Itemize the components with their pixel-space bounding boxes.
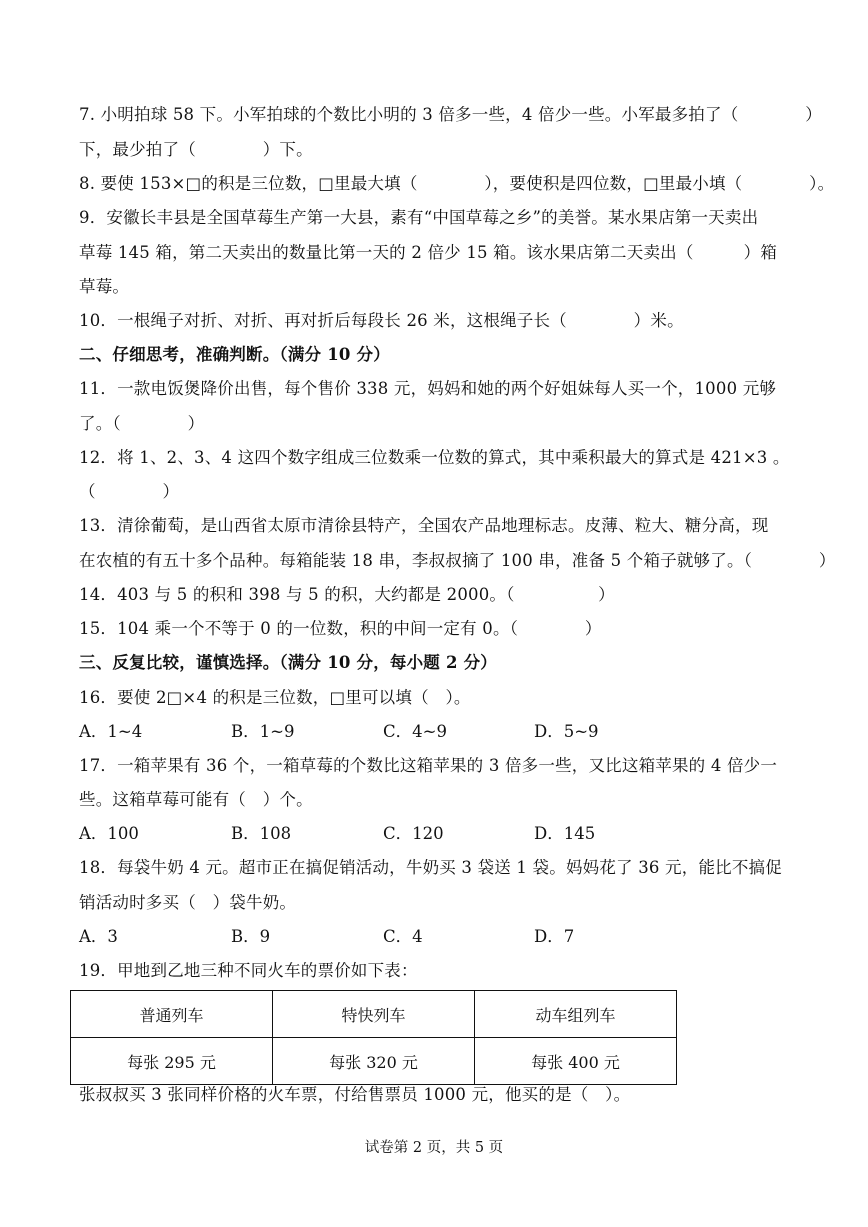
question-9-line-3: 草莓。 [79, 277, 130, 296]
question-9-line-2: 草莓 145 箱，第二天卖出的数量比第一天的 2 倍少 15 箱。该水果店第二天卖出（ ）箱 [79, 243, 778, 262]
question-11-line-2: 了。（ ） [79, 414, 205, 433]
option-a: A．100 [79, 824, 139, 843]
fare-header-cell: 普通列车 [71, 991, 273, 1038]
option-c: C．4 [383, 927, 423, 946]
question-10: 10．一根绳子对折、对折、再对折后每段长 26 米，这根绳子长（ ）米。 [79, 311, 684, 330]
option-d: D．145 [534, 824, 596, 843]
question-13-line-1: 13．清徐葡萄，是山西省太原市清徐县特产，全国农产品地理标志。皮薄、粒大、糖分高，现 [79, 516, 769, 535]
option-a: A．1~4 [79, 722, 143, 741]
question-17-line-2: 些。这箱草莓可能有（ ）个。 [79, 790, 313, 809]
question-19-line-2: 张叔叔买 3 张同样价格的火车票，付给售票员 1000 元，他买的是（ ）。 [79, 1085, 631, 1104]
section-3-heading: 三、反复比较，谨慎选择。（满分 10 分，每小题 2 分） [79, 653, 497, 672]
fare-table-price-row [71, 1038, 677, 1085]
question-12-line-2: （ ） [79, 482, 180, 501]
option-a: A．3 [79, 927, 118, 946]
question-16: 16．要使 2□×4 的积是三位数，□里可以填（ ）。 [79, 688, 471, 707]
question-13-line-2: 在农植的有五十多个品种。每箱能装 18 串，李叔叔摘了 100 串，准备 5 个箱子就够了。（ ） [79, 551, 836, 570]
fare-price-cell: 每张 295 元 [71, 1038, 273, 1085]
question-9-line-1: 9．安徽长丰县是全国草莓生产第一大县，素有“中国草莓之乡”的美誉。某水果店第一天卖出 [79, 208, 759, 227]
question-17-line-1: 17．一箱苹果有 36 个，一箱草莓的个数比这箱苹果的 3 倍多一些，又比这箱苹果的 4 倍少一 [79, 756, 778, 775]
question-18-line-1: 18．每袋牛奶 4 元。超市正在搞促销活动，牛奶买 3 袋送 1 袋。妈妈花了 36 元，能比不搞促 [79, 858, 782, 877]
fare-table-header-row [71, 991, 677, 1038]
fare-price-cell: 每张 400 元 [475, 1038, 677, 1085]
option-b: B．108 [231, 824, 292, 843]
option-b: B．1~9 [231, 722, 295, 741]
question-7-line-2: 下，最少拍了（ ）下。 [79, 140, 313, 159]
question-12-line-1: 12．将 1、2、3、4 这四个数字组成三位数乘一位数的算式，其中乘积最大的算式是 421×3 。 [79, 448, 790, 467]
question-18-line-2: 销活动时多买（ ）袋牛奶。 [79, 893, 297, 912]
option-d: D．7 [534, 927, 575, 946]
question-19: 19．甲地到乙地三种不同火车的票价如下表： [79, 961, 418, 980]
section-2-heading: 二、仔细思考，准确判断。（满分 10 分） [79, 345, 390, 364]
question-14: 14．403 与 5 的积和 398 与 5 的积，大约都是 2000。（ ） [79, 585, 615, 604]
question-8: 8. 要使 153×□的积是三位数，□里最大填（ ），要使积是四位数，□里最小填（ ）。 [79, 174, 835, 193]
question-7-line-1: 7. 小明拍球 58 下。小军拍球的个数比小明的 3 倍多一些，4 倍少一些。小军最多拍了（ ） [79, 105, 822, 124]
question-11-line-1: 11．一款电饭煲降价出售，每个售价 338 元，妈妈和她的两个好姐妹每人买一个，1000 元够 [79, 379, 777, 398]
fare-table [70, 990, 677, 1085]
page-footer: 试卷第 2 页，共 5 页 [364, 1140, 504, 1156]
option-c: C．4~9 [383, 722, 447, 741]
option-c: C．120 [383, 824, 444, 843]
fare-price-cell: 每张 320 元 [273, 1038, 475, 1085]
option-b: B．9 [231, 927, 271, 946]
fare-header-cell: 特快列车 [273, 991, 475, 1038]
fare-header-cell: 动车组列车 [475, 991, 677, 1038]
option-d: D．5~9 [534, 722, 599, 741]
question-15: 15．104 乘一个不等于 0 的一位数，积的中间一定有 0。（ ） [79, 619, 602, 638]
